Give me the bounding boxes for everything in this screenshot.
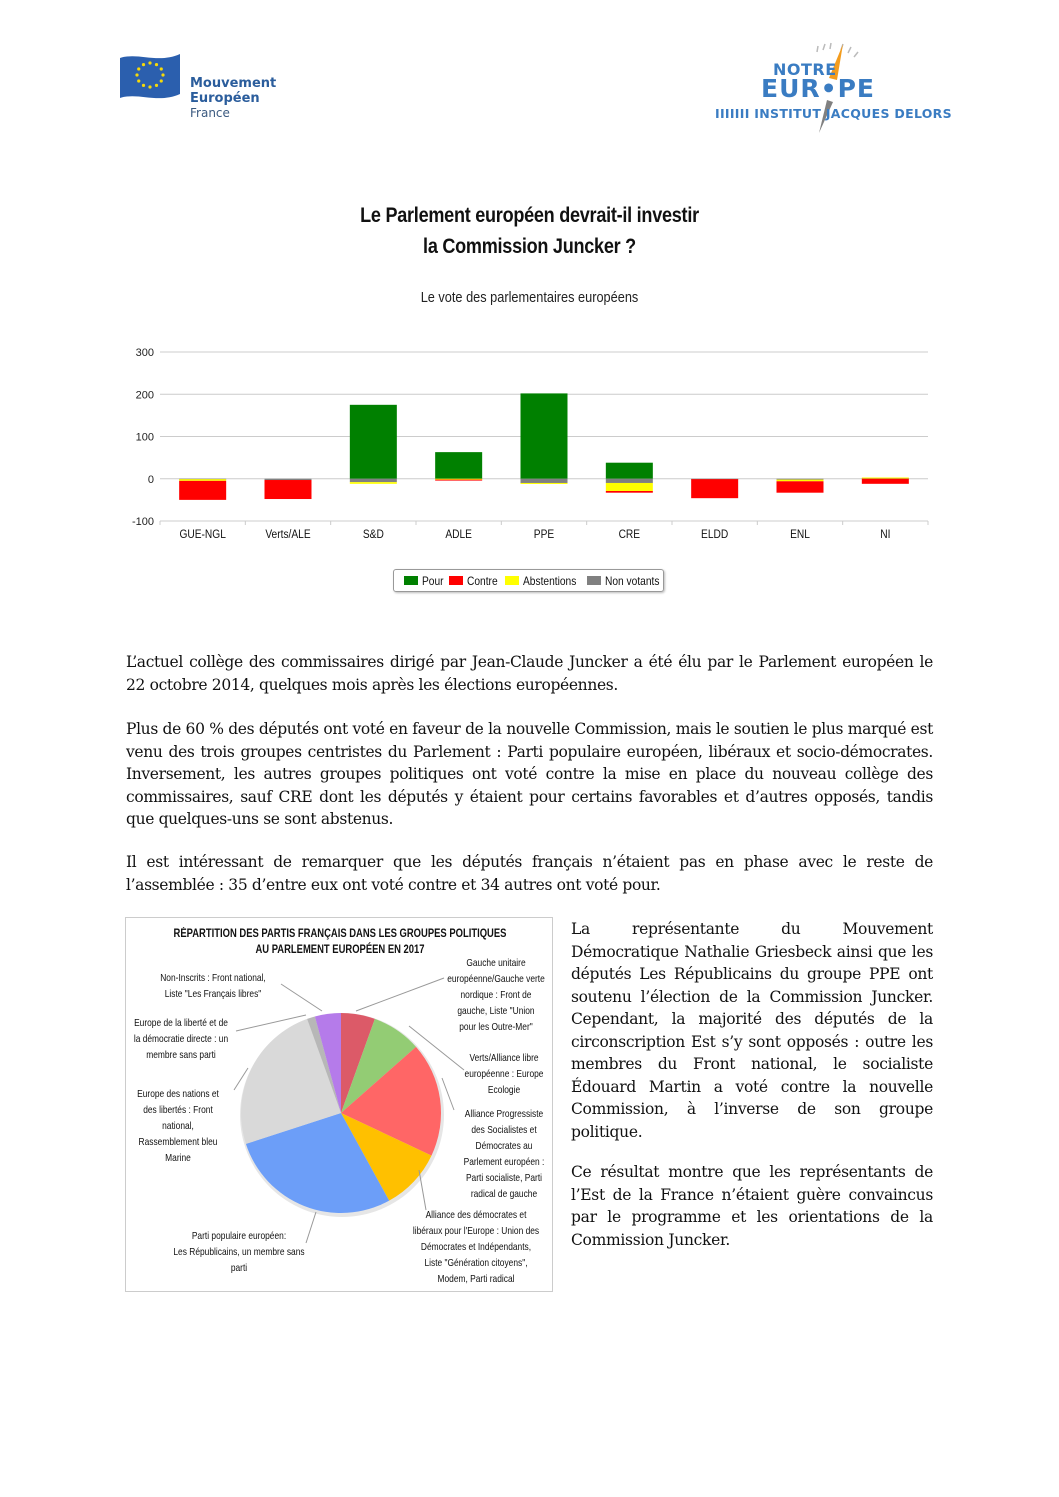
bar-pour (606, 463, 653, 479)
pie-label-enl (130, 1086, 226, 1166)
page-title (74, 200, 985, 262)
bar-pour (521, 393, 568, 478)
logo-institut: IIIIIII INSTITUT JACQUES DELORS (715, 106, 952, 121)
bar-abstentions (521, 483, 568, 484)
bar-contre (691, 479, 738, 498)
y-tick-label: 200 (135, 389, 154, 402)
pie-label-line: Liste "Les Français libres" (164, 988, 262, 1000)
pie-label-line: Europe des nations et (137, 1088, 219, 1100)
bar-non-votants (606, 479, 653, 483)
pie-label-eldd (129, 1015, 233, 1063)
pie-label-line: gauche, Liste "Union (457, 1005, 535, 1017)
x-tick-label: ADLE (445, 528, 472, 542)
pie-label-line: Les Républicains, un membre sans (173, 1246, 305, 1258)
pie-label-line: Marine (165, 1152, 191, 1164)
pie-leader-line (356, 978, 444, 1011)
chart-subtitle: Le vote des parlementaires européens (420, 289, 639, 306)
legend-swatch-abst (505, 576, 519, 585)
title-line-2: la Commission Juncker ? (423, 235, 636, 258)
mouvement-europeen-logo (118, 50, 298, 130)
pie-leader-line (281, 984, 322, 1011)
pie-label-s-d (456, 1106, 552, 1202)
pie-label-line: Démocrates et Indépendants, (420, 1241, 532, 1253)
pie-label-line: des libertés : Front (143, 1104, 213, 1116)
paragraph-2: Plus de 60 % des députés ont voté en faveur de la nouvelle Commission, mais le soutien le plus marqué est venu des trois groupes centristes du Parlement : Parti populaire européen, libéraux et socio-démocrates. Inversement, les autres groupes politiques ont voté contre la mise en place du nouveau collège des commissaires, sauf CRE dont les députés y étaient pour certains favorables et d’autres opposés, tandis que quelques-uns se sont abstenus. (126, 720, 933, 828)
pie-label-line: parti (230, 1262, 248, 1274)
pie-title-line: RÉPARTITION DES PARTIS FRANÇAIS DANS LES GROUPES POLITIQUES (173, 928, 507, 940)
bar-abstentions (179, 479, 226, 481)
pie-label-adle (408, 1207, 544, 1287)
bar-contre (862, 479, 909, 484)
pie-label-line: Alliance Progressiste (464, 1108, 544, 1120)
bar-abstentions (350, 482, 397, 484)
pie-label-line: des Socialistes et (471, 1124, 537, 1136)
bar-contre (265, 480, 312, 499)
x-tick-label: CRE (618, 528, 641, 542)
y-tick-label: -100 (131, 516, 154, 528)
pie-label-line: Parti socialiste, Parti (465, 1172, 543, 1184)
chart-legend (393, 569, 664, 592)
logo-line-1: Mouvement (190, 76, 277, 91)
legend-contre: Contre (466, 573, 498, 588)
bar-abstentions (606, 483, 653, 491)
paragraph-1: L’actuel collège des commissaires dirigé par Jean-Claude Juncker a été élu par le Parlement européen le 22 octobre 2014, quelques mois après les élections européennes. (126, 653, 933, 694)
pie-label-line: Modem, Parti radical (437, 1273, 515, 1285)
pie-label-ni (153, 970, 273, 1002)
vote-bar-chart (120, 335, 940, 605)
pie-label-line: Parlement européen : (463, 1156, 545, 1168)
pie-label-line: libéraux pour l'Europe : Union des (412, 1225, 540, 1237)
bar-contre (179, 481, 226, 500)
bar-abstentions (862, 477, 909, 478)
pie-label-gue-ngl (440, 955, 552, 1035)
logo-notre: NOTRE (773, 60, 837, 79)
logo-line-2: Européen (190, 91, 260, 106)
title-line-1: Le Parlement européen devrait-il investir (360, 204, 699, 227)
side-paragraph-2: Ce résultat montre que les représentants de l’Est de la France n’étaient guère convaincus par le programme et les orientations de la Commission Juncker. (571, 1163, 933, 1249)
bar-pour (435, 452, 482, 479)
bar-contre (777, 481, 824, 492)
bar-pour (350, 405, 397, 479)
pie-label-line: Alliance des démocrates et (425, 1209, 527, 1221)
pie-label-line: Démocrates au (475, 1140, 533, 1152)
bar-abstentions (777, 480, 824, 482)
y-tick-label: 300 (135, 347, 154, 359)
x-tick-label: PPE (533, 528, 555, 542)
pie-title-line-2: AU PARLEMENT EUROPÉEN EN 2017 (255, 944, 425, 956)
legend-non-votants: Non votants (604, 573, 660, 588)
legend-pour: Pour (421, 573, 444, 588)
x-tick-label: Verts/ALE (265, 528, 311, 542)
bar-non-votants (350, 479, 397, 482)
pie-label-line: Non-Inscrits : Front national, (160, 972, 266, 984)
pie-label-line: national, (162, 1120, 194, 1132)
pie-label-line: européenne : Europe (464, 1068, 544, 1080)
pie-label-verts-ale (456, 1050, 552, 1098)
pie-label-line: nordique : Front de (460, 989, 532, 1001)
paragraph-3: Il est intéressant de remarquer que les députés français n’étaient pas en phase avec le reste de l’assemblée : 35 d’entre eux ont voté contre et 34 autres ont voté pour. (126, 853, 933, 894)
logo-line-3: France (190, 106, 230, 120)
legend-swatch-nv (587, 576, 601, 585)
y-tick-label: 100 (135, 431, 154, 444)
logo-europe: EUR•PE (761, 74, 876, 103)
eu-flag-icon (118, 50, 182, 100)
x-tick-label: GUE-NGL (179, 528, 226, 542)
pie-chart-box (125, 917, 553, 1292)
y-tick-label: 0 (147, 473, 154, 486)
x-tick-label: ELDD (701, 528, 729, 542)
bar-non-votants (521, 479, 568, 483)
pie-label-line: membre sans parti (146, 1049, 216, 1061)
side-paragraph-1: La représentante du Mouvement Démocratique Nathalie Griesbeck ainsi que les députés Les Républicains du groupe PPE ont soutenu l’élection de la Commission Juncker. Cependant, la majorité des députés de la circonscription Est s’y sont opposés : outre les membres du Front national, le socialiste Édouard Martin a voté contre la nouvelle Commission, à l’inverse de son groupe politique. (571, 920, 933, 1141)
bar-contre (435, 480, 482, 481)
legend-swatch-contre (449, 576, 463, 585)
notre-europe-logo (715, 40, 952, 135)
pie-label-line: la démocratie directe : un (133, 1033, 229, 1045)
x-tick-label: ENL (790, 528, 810, 542)
x-tick-label: NI (880, 528, 891, 542)
pie-label-line: Liste "Génération citoyens", (424, 1257, 528, 1269)
x-tick-label: S&D (362, 528, 384, 542)
pie-label-line: Ecologie (487, 1084, 521, 1096)
pie-title (165, 926, 516, 958)
bar-non-votants (265, 479, 312, 480)
legend-swatch-pour (404, 576, 418, 585)
pie-label-ppe (171, 1228, 307, 1276)
pie-label-line: européenne/Gauche verte (447, 973, 545, 985)
pie-label-line: Rassemblement bleu (138, 1136, 218, 1148)
legend-abstentions: Abstentions (522, 573, 576, 588)
pie-label-line: Verts/Alliance libre (469, 1052, 539, 1064)
pie-label-line: pour les Outre-Mer" (459, 1021, 533, 1033)
pie-label-line: Parti populaire européen: (191, 1230, 287, 1242)
pie-label-line: radical de gauche (470, 1188, 538, 1200)
bar-contre (606, 491, 653, 493)
pie-leader-line (442, 1078, 454, 1110)
pie-label-line: Gauche unitaire (466, 957, 526, 969)
pie-label-line: Europe de la liberté et de (134, 1017, 228, 1029)
pie-leader-line (306, 1212, 316, 1243)
